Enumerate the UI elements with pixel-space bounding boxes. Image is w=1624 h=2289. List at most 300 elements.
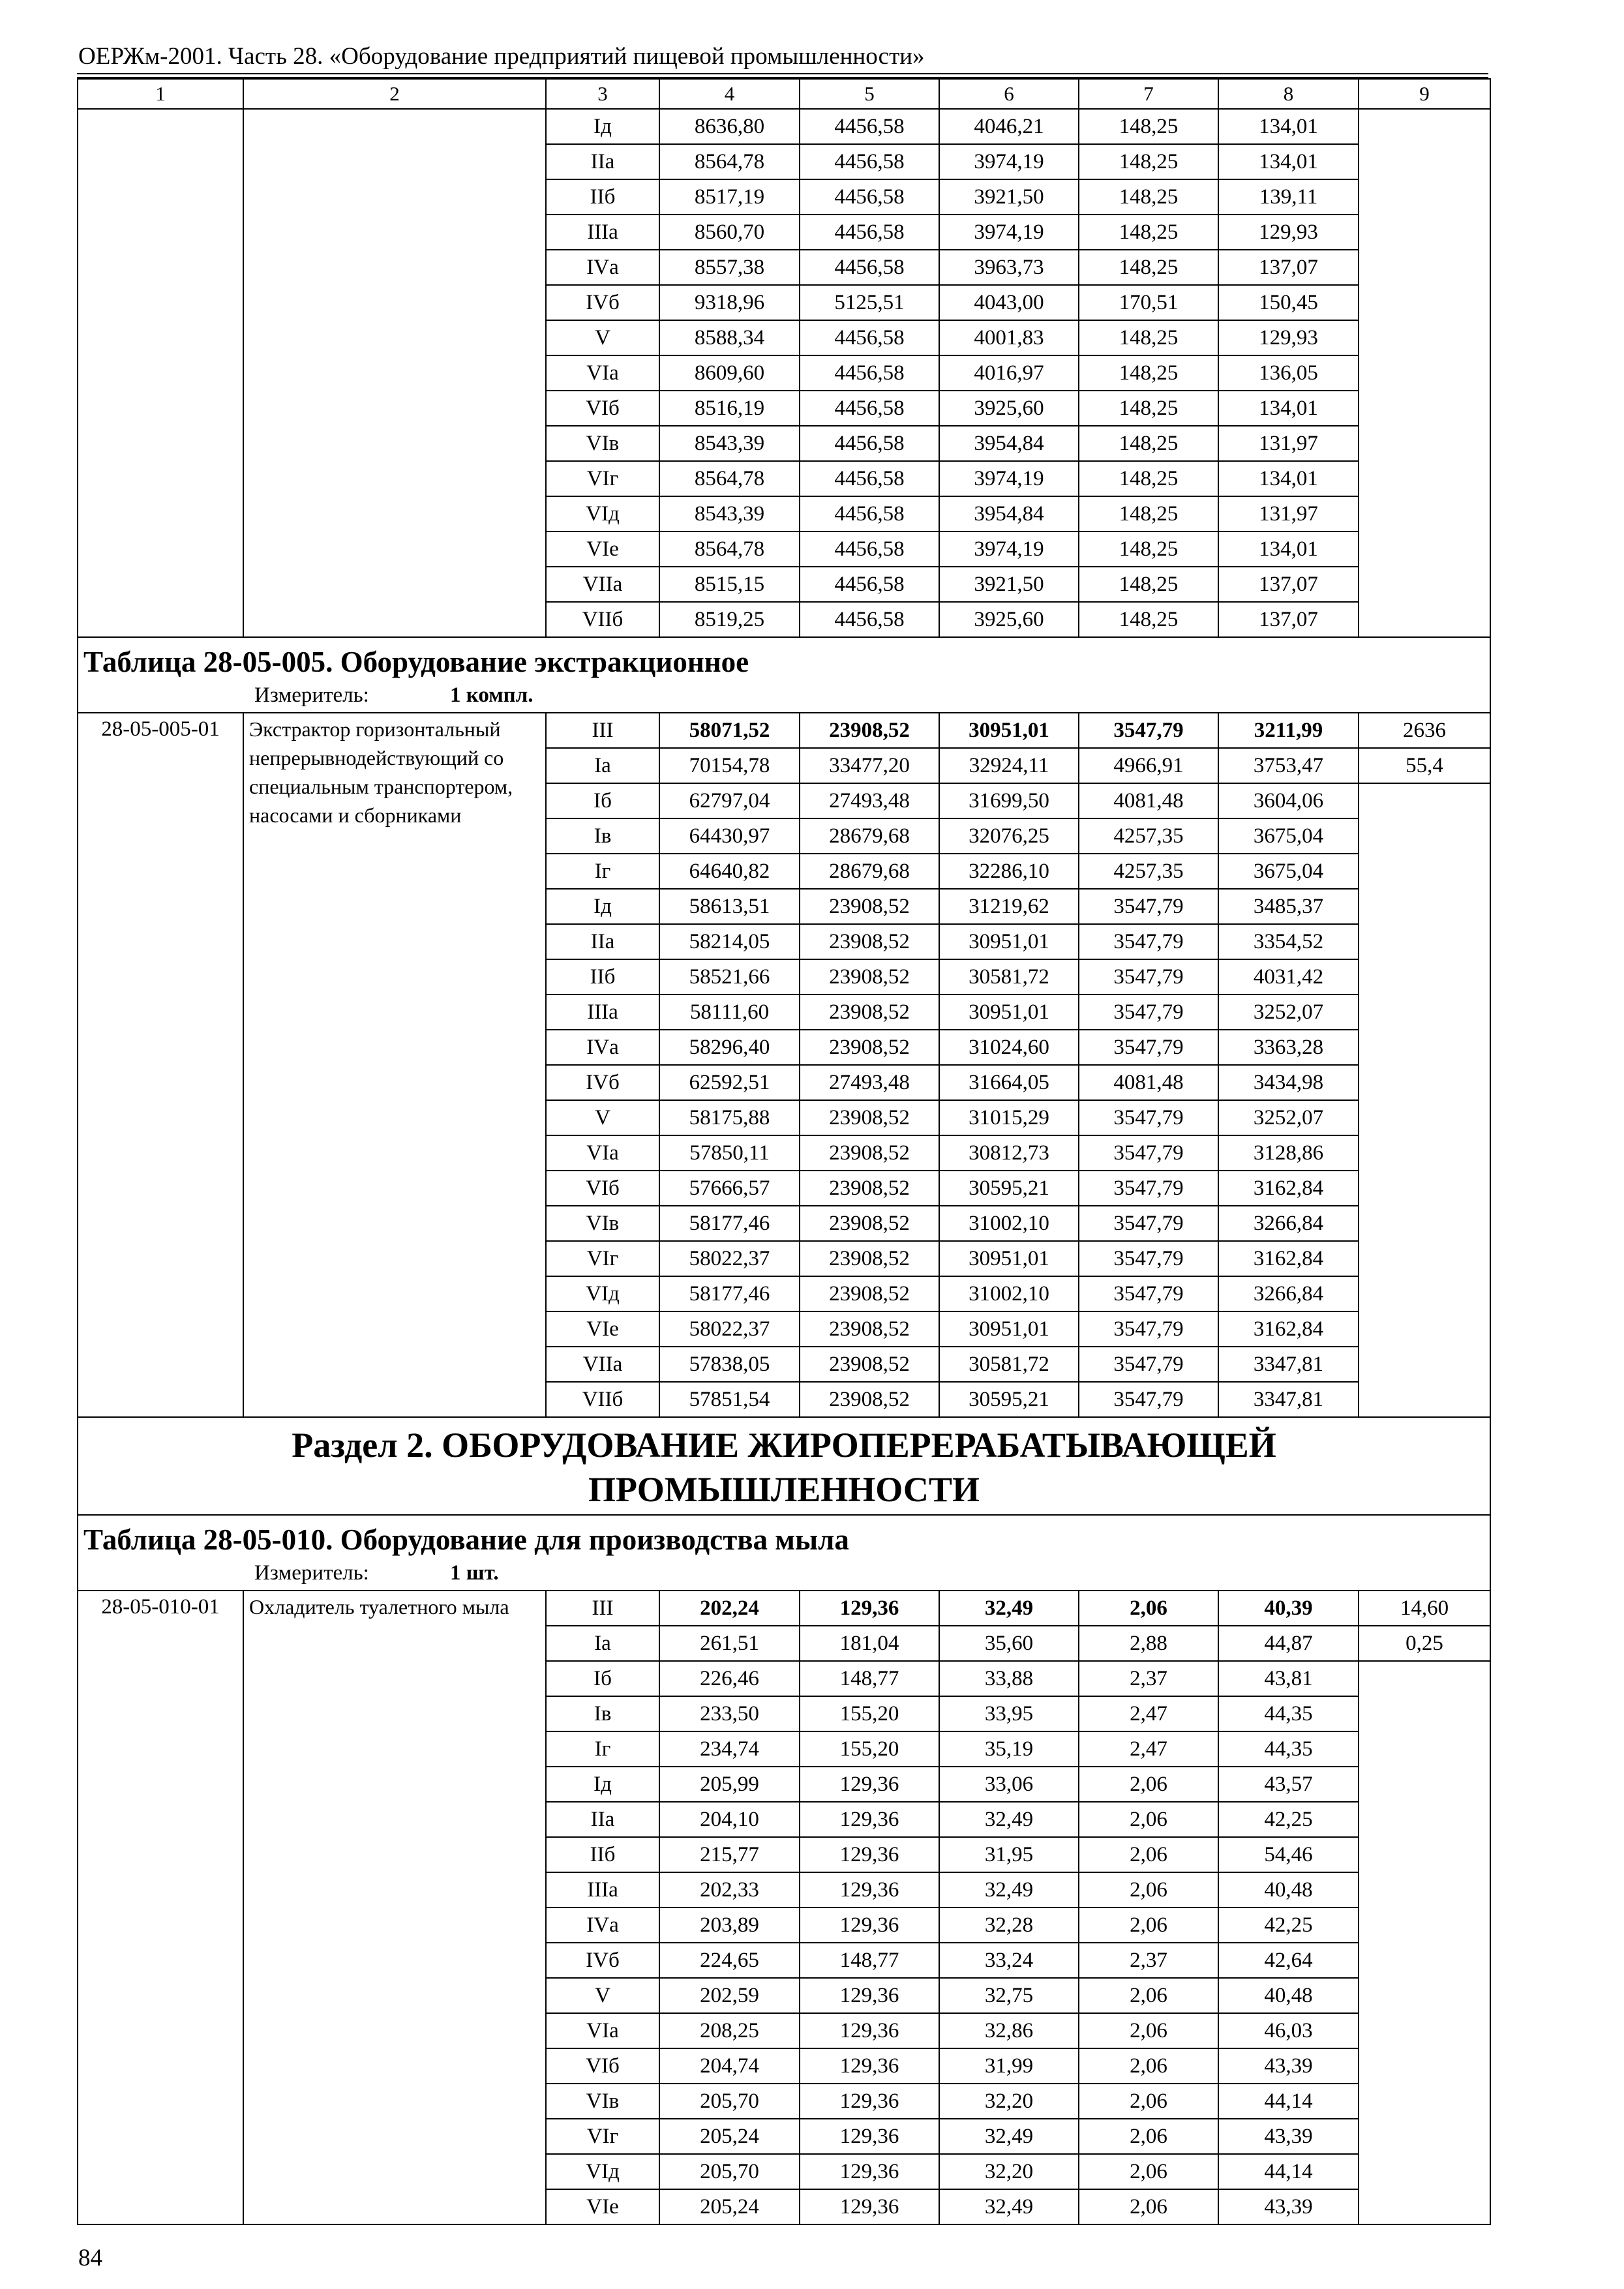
value-cell: 30812,73 [939, 1135, 1079, 1171]
zone-code: IIб [546, 959, 659, 995]
zone-code: Iд [546, 109, 659, 144]
item-name: Экстрактор горизонтальный непрерывнодействующий со специальным транспортером, насосами и сборниками [243, 713, 546, 1417]
value-cell: 8516,19 [659, 391, 800, 426]
value-cell: 62797,04 [659, 783, 800, 818]
value-cell: 148,25 [1079, 567, 1218, 602]
extra-value: 2636 [1359, 713, 1490, 748]
zone-code: Iв [546, 818, 659, 854]
value-cell: 8564,78 [659, 531, 800, 567]
value-cell: 8560,70 [659, 215, 800, 250]
value-cell: 2,06 [1079, 1767, 1218, 1802]
value-cell: 58177,46 [659, 1276, 800, 1311]
value-cell: 150,45 [1218, 285, 1359, 320]
value-cell: 3921,50 [939, 179, 1079, 215]
zone-code: III [546, 713, 659, 748]
value-cell: 4456,58 [800, 602, 939, 637]
value-cell: 28679,68 [800, 854, 939, 889]
value-cell: 27493,48 [800, 1065, 939, 1100]
value-cell: 23908,52 [800, 889, 939, 924]
zone-code: VIд [546, 1276, 659, 1311]
value-cell: 129,93 [1218, 215, 1359, 250]
value-cell: 2,06 [1079, 2048, 1218, 2084]
value-cell: 202,24 [659, 1591, 800, 1626]
column-number: 6 [939, 79, 1079, 109]
zone-code: V [546, 320, 659, 355]
value-cell: 8543,39 [659, 426, 800, 461]
value-cell: 3363,28 [1218, 1030, 1359, 1065]
value-cell: 129,36 [800, 2189, 939, 2224]
value-cell: 131,97 [1218, 496, 1359, 531]
value-cell: 148,25 [1079, 109, 1218, 144]
value-cell: 23908,52 [800, 959, 939, 995]
column-number: 9 [1359, 79, 1490, 109]
value-cell: 4046,21 [939, 109, 1079, 144]
value-cell: 31699,50 [939, 783, 1079, 818]
value-cell: 3974,19 [939, 144, 1079, 179]
value-cell: 32924,11 [939, 748, 1079, 783]
value-cell: 2,06 [1079, 1908, 1218, 1943]
value-cell: 148,25 [1079, 320, 1218, 355]
value-cell: 148,25 [1079, 426, 1218, 461]
value-cell: 62592,51 [659, 1065, 800, 1100]
zone-code: Iд [546, 1767, 659, 1802]
value-cell: 3162,84 [1218, 1311, 1359, 1347]
value-cell: 3753,47 [1218, 748, 1359, 783]
zone-code: IIб [546, 179, 659, 215]
zone-code: IIIа [546, 995, 659, 1030]
value-cell: 44,14 [1218, 2084, 1359, 2119]
zone-code: VIIб [546, 602, 659, 637]
value-cell: 4081,48 [1079, 1065, 1218, 1100]
value-cell: 2,47 [1079, 1731, 1218, 1767]
value-cell: 8564,78 [659, 144, 800, 179]
section-title: Раздел 2. ОБОРУДОВАНИЕ ЖИРОПЕРЕРАБАТЫВАЮЩЕЙ ПРОМЫШЛЕННОСТИ [78, 1417, 1490, 1515]
value-cell: 134,01 [1218, 109, 1359, 144]
value-cell: 129,36 [800, 1802, 939, 1837]
zone-code: V [546, 1978, 659, 2013]
value-cell: 129,93 [1218, 320, 1359, 355]
value-cell: 58022,37 [659, 1311, 800, 1347]
value-cell: 3547,79 [1079, 713, 1218, 748]
value-cell: 31002,10 [939, 1276, 1079, 1311]
value-cell: 134,01 [1218, 144, 1359, 179]
value-cell: 148,25 [1079, 531, 1218, 567]
value-cell: 2,37 [1079, 1661, 1218, 1696]
zone-code: Iг [546, 854, 659, 889]
value-cell: 2,06 [1079, 2189, 1218, 2224]
value-cell: 9318,96 [659, 285, 800, 320]
table-title: Таблица 28-05-010. Оборудование для производства мыла [83, 1523, 849, 1556]
column-number: 5 [800, 79, 939, 109]
value-cell: 148,25 [1079, 144, 1218, 179]
value-cell: 40,39 [1218, 1591, 1359, 1626]
value-cell: 134,01 [1218, 461, 1359, 496]
measure-label: Измеритель: [254, 1561, 369, 1585]
value-cell: 4966,91 [1079, 748, 1218, 783]
value-cell: 129,36 [800, 2048, 939, 2084]
value-cell: 129,36 [800, 2119, 939, 2154]
value-cell: 2,06 [1079, 1591, 1218, 1626]
zone-code: VIв [546, 2084, 659, 2119]
value-cell: 58111,60 [659, 995, 800, 1030]
value-cell: 148,25 [1079, 215, 1218, 250]
value-cell: 58022,37 [659, 1241, 800, 1276]
value-cell: 44,14 [1218, 2154, 1359, 2189]
value-cell: 4001,83 [939, 320, 1079, 355]
zone-code: VIе [546, 1311, 659, 1347]
value-cell: 3547,79 [1079, 889, 1218, 924]
zone-code: IIб [546, 1837, 659, 1872]
value-cell: 33477,20 [800, 748, 939, 783]
value-cell: 4456,58 [800, 461, 939, 496]
value-cell: 4456,58 [800, 496, 939, 531]
zone-code: VIг [546, 1241, 659, 1276]
zone-code: VIг [546, 461, 659, 496]
value-cell: 202,59 [659, 1978, 800, 2013]
value-cell: 148,77 [800, 1661, 939, 1696]
value-cell: 148,77 [800, 1943, 939, 1978]
value-cell: 205,24 [659, 2189, 800, 2224]
extra-value: 14,60 [1359, 1591, 1490, 1626]
value-cell: 2,06 [1079, 1837, 1218, 1872]
value-cell: 23908,52 [800, 1241, 939, 1276]
value-cell: 3547,79 [1079, 959, 1218, 995]
table-row [78, 109, 1490, 144]
zone-code: IIа [546, 144, 659, 179]
value-cell: 2,06 [1079, 2013, 1218, 2048]
zone-code: Iг [546, 1731, 659, 1767]
value-cell: 129,36 [800, 2154, 939, 2189]
value-cell: 4456,58 [800, 355, 939, 391]
value-cell: 57850,11 [659, 1135, 800, 1171]
value-cell: 134,01 [1218, 531, 1359, 567]
value-cell: 3925,60 [939, 602, 1079, 637]
value-cell: 4456,58 [800, 391, 939, 426]
value-cell: 181,04 [800, 1626, 939, 1661]
value-cell: 4456,58 [800, 567, 939, 602]
value-cell: 31664,05 [939, 1065, 1079, 1100]
value-cell: 32076,25 [939, 818, 1079, 854]
value-cell: 32286,10 [939, 854, 1079, 889]
extra-value: 0,25 [1359, 1626, 1490, 1661]
value-cell: 3547,79 [1079, 1311, 1218, 1347]
value-cell: 2,06 [1079, 1872, 1218, 1908]
value-cell: 137,07 [1218, 567, 1359, 602]
value-cell: 23908,52 [800, 1135, 939, 1171]
value-cell: 3974,19 [939, 531, 1079, 567]
value-cell: 30581,72 [939, 959, 1079, 995]
value-cell: 129,36 [800, 1872, 939, 1908]
value-cell: 4456,58 [800, 179, 939, 215]
value-cell: 33,06 [939, 1767, 1079, 1802]
zone-code: IVб [546, 285, 659, 320]
value-cell: 3128,86 [1218, 1135, 1359, 1171]
value-cell: 3921,50 [939, 567, 1079, 602]
value-cell: 40,48 [1218, 1978, 1359, 2013]
value-cell: 42,25 [1218, 1908, 1359, 1943]
zone-code: VIв [546, 426, 659, 461]
column-number: 1 [78, 79, 243, 109]
value-cell: 8564,78 [659, 461, 800, 496]
value-cell: 4016,97 [939, 355, 1079, 391]
value-cell: 31219,62 [939, 889, 1079, 924]
value-cell: 3954,84 [939, 496, 1079, 531]
value-cell: 32,20 [939, 2154, 1079, 2189]
value-cell: 2,06 [1079, 2119, 1218, 2154]
value-cell: 3266,84 [1218, 1276, 1359, 1311]
zone-code: VIа [546, 1135, 659, 1171]
value-cell: 170,51 [1079, 285, 1218, 320]
page-number: 84 [78, 2245, 102, 2271]
value-cell: 3547,79 [1079, 1171, 1218, 1206]
value-cell: 8543,39 [659, 496, 800, 531]
value-cell: 58296,40 [659, 1030, 800, 1065]
zone-code: VIе [546, 531, 659, 567]
zone-code: VIIа [546, 1347, 659, 1382]
value-cell: 3162,84 [1218, 1241, 1359, 1276]
value-cell: 23908,52 [800, 924, 939, 959]
value-cell: 2,06 [1079, 1802, 1218, 1837]
value-cell: 43,39 [1218, 2189, 1359, 2224]
value-cell: 4456,58 [800, 531, 939, 567]
header-rule [77, 73, 1488, 74]
zone-code: Iд [546, 889, 659, 924]
table-title-cell [78, 637, 1490, 713]
value-cell: 23908,52 [800, 1171, 939, 1206]
zone-code: VIб [546, 1171, 659, 1206]
value-cell: 23908,52 [800, 995, 939, 1030]
value-cell: 148,25 [1079, 250, 1218, 285]
value-cell: 3347,81 [1218, 1382, 1359, 1417]
value-cell: 8588,34 [659, 320, 800, 355]
zone-code: IIIа [546, 1872, 659, 1908]
column-number: 4 [659, 79, 800, 109]
value-cell: 58613,51 [659, 889, 800, 924]
value-cell: 32,49 [939, 2189, 1079, 2224]
value-cell: 2,47 [1079, 1696, 1218, 1731]
value-cell: 3547,79 [1079, 924, 1218, 959]
value-cell: 3547,79 [1079, 1276, 1218, 1311]
value-cell: 33,24 [939, 1943, 1079, 1978]
value-cell: 23908,52 [800, 1347, 939, 1382]
zone-code: VIг [546, 2119, 659, 2154]
value-cell: 33,95 [939, 1696, 1079, 1731]
table-body [78, 79, 1490, 2224]
value-cell: 3547,79 [1079, 995, 1218, 1030]
extra-value [1359, 1661, 1490, 2224]
value-cell: 27493,48 [800, 783, 939, 818]
zone-code: VIIб [546, 1382, 659, 1417]
value-cell: 42,64 [1218, 1943, 1359, 1978]
value-cell: 23908,52 [800, 1100, 939, 1135]
value-cell: 3974,19 [939, 215, 1079, 250]
value-cell: 4456,58 [800, 109, 939, 144]
value-cell: 8519,25 [659, 602, 800, 637]
value-cell: 2,88 [1079, 1626, 1218, 1661]
value-cell: 64430,97 [659, 818, 800, 854]
value-cell: 3485,37 [1218, 889, 1359, 924]
measure-label: Измеритель: [254, 683, 369, 707]
zone-code: Iв [546, 1696, 659, 1731]
value-cell: 57666,57 [659, 1171, 800, 1206]
value-cell: 204,10 [659, 1802, 800, 1837]
value-cell: 8557,38 [659, 250, 800, 285]
zone-code: IVа [546, 1908, 659, 1943]
table-title-cell [78, 1515, 1490, 1591]
table-row [78, 713, 1490, 748]
value-cell: 205,24 [659, 2119, 800, 2154]
value-cell: 155,20 [800, 1696, 939, 1731]
value-cell: 204,74 [659, 2048, 800, 2084]
value-cell: 57851,54 [659, 1382, 800, 1417]
zone-code: IVб [546, 1065, 659, 1100]
value-cell: 58214,05 [659, 924, 800, 959]
value-cell: 57838,05 [659, 1347, 800, 1382]
value-cell: 58177,46 [659, 1206, 800, 1241]
value-cell: 43,39 [1218, 2048, 1359, 2084]
value-cell: 226,46 [659, 1661, 800, 1696]
value-cell: 4456,58 [800, 250, 939, 285]
value-cell: 4456,58 [800, 320, 939, 355]
value-cell: 58175,88 [659, 1100, 800, 1135]
value-cell: 4043,00 [939, 285, 1079, 320]
value-cell: 4081,48 [1079, 783, 1218, 818]
zone-code: Iб [546, 1661, 659, 1696]
zone-code: VIд [546, 496, 659, 531]
value-cell: 3547,79 [1079, 1382, 1218, 1417]
value-cell: 129,36 [800, 1837, 939, 1872]
value-cell: 8517,19 [659, 179, 800, 215]
zone-code: VIа [546, 2013, 659, 2048]
value-cell: 30581,72 [939, 1347, 1079, 1382]
value-cell: 3211,99 [1218, 713, 1359, 748]
value-cell: 32,20 [939, 2084, 1079, 2119]
value-cell: 131,97 [1218, 426, 1359, 461]
zone-code: VIв [546, 1206, 659, 1241]
value-cell: 30951,01 [939, 713, 1079, 748]
zone-code: Iа [546, 748, 659, 783]
value-cell: 3547,79 [1079, 1347, 1218, 1382]
item-code [78, 109, 243, 637]
value-cell: 43,81 [1218, 1661, 1359, 1696]
value-cell: 30951,01 [939, 1311, 1079, 1347]
value-cell: 30951,01 [939, 995, 1079, 1030]
value-cell: 44,35 [1218, 1696, 1359, 1731]
extra-value: 55,4 [1359, 748, 1490, 783]
value-cell: 208,25 [659, 2013, 800, 2048]
zone-code: VIIа [546, 567, 659, 602]
value-cell: 215,77 [659, 1837, 800, 1872]
value-cell: 5125,51 [800, 285, 939, 320]
value-cell: 3604,06 [1218, 783, 1359, 818]
measure-unit: 1 компл. [450, 683, 534, 707]
value-cell: 3547,79 [1079, 1135, 1218, 1171]
running-header: ОЕРЖм-2001. Часть 28. «Оборудование предприятий пищевой промышленности» [78, 43, 925, 70]
value-cell: 205,70 [659, 2154, 800, 2189]
value-cell: 3354,52 [1218, 924, 1359, 959]
value-cell: 33,88 [939, 1661, 1079, 1696]
value-cell: 203,89 [659, 1908, 800, 1943]
value-cell: 4257,35 [1079, 854, 1218, 889]
value-cell: 4257,35 [1079, 818, 1218, 854]
value-cell: 32,28 [939, 1908, 1079, 1943]
value-cell: 40,48 [1218, 1872, 1359, 1908]
value-cell: 3434,98 [1218, 1065, 1359, 1100]
value-cell: 32,49 [939, 1591, 1079, 1626]
measure-line [83, 1559, 1490, 1587]
item-name [243, 109, 546, 637]
section-row [78, 1417, 1490, 1515]
value-cell: 137,07 [1218, 250, 1359, 285]
value-cell: 64640,82 [659, 854, 800, 889]
table-title-row [78, 637, 1490, 713]
value-cell: 4456,58 [800, 426, 939, 461]
value-cell: 233,50 [659, 1696, 800, 1731]
value-cell: 3547,79 [1079, 1206, 1218, 1241]
extra-value [1359, 783, 1490, 1417]
value-cell: 155,20 [800, 1731, 939, 1767]
value-cell: 3675,04 [1218, 818, 1359, 854]
value-cell: 23908,52 [800, 1276, 939, 1311]
zone-code: Iб [546, 783, 659, 818]
value-cell: 3954,84 [939, 426, 1079, 461]
value-cell: 8515,15 [659, 567, 800, 602]
value-cell: 31,95 [939, 1837, 1079, 1872]
value-cell: 202,33 [659, 1872, 800, 1908]
zone-code: VIд [546, 2154, 659, 2189]
value-cell: 129,36 [800, 2013, 939, 2048]
value-cell: 2,06 [1079, 1978, 1218, 2013]
value-cell: 3675,04 [1218, 854, 1359, 889]
value-cell: 31002,10 [939, 1206, 1079, 1241]
zone-code: III [546, 1591, 659, 1626]
value-cell: 35,60 [939, 1626, 1079, 1661]
value-cell: 3925,60 [939, 391, 1079, 426]
value-cell: 70154,78 [659, 748, 800, 783]
value-cell: 23908,52 [800, 713, 939, 748]
value-cell: 44,35 [1218, 1731, 1359, 1767]
value-cell: 23908,52 [800, 1382, 939, 1417]
value-cell: 30951,01 [939, 924, 1079, 959]
value-cell: 58521,66 [659, 959, 800, 995]
value-cell: 3252,07 [1218, 995, 1359, 1030]
value-cell: 30951,01 [939, 1241, 1079, 1276]
table-title: Таблица 28-05-005. Оборудование экстракционное [83, 646, 749, 678]
value-cell: 136,05 [1218, 355, 1359, 391]
value-cell: 129,36 [800, 1908, 939, 1943]
value-cell: 8636,80 [659, 109, 800, 144]
zone-code: IIIа [546, 215, 659, 250]
value-cell: 32,75 [939, 1978, 1079, 2013]
value-cell: 3963,73 [939, 250, 1079, 285]
value-cell: 148,25 [1079, 391, 1218, 426]
zone-code: Iа [546, 1626, 659, 1661]
column-number: 3 [546, 79, 659, 109]
value-cell: 44,87 [1218, 1626, 1359, 1661]
zone-code: IVа [546, 250, 659, 285]
column-number: 2 [243, 79, 546, 109]
value-cell: 134,01 [1218, 391, 1359, 426]
extra-value [1359, 109, 1490, 637]
value-cell: 129,36 [800, 1767, 939, 1802]
value-cell: 3974,19 [939, 461, 1079, 496]
value-cell: 30595,21 [939, 1171, 1079, 1206]
measure-unit: 1 шт. [450, 1561, 499, 1585]
zone-code: VIе [546, 2189, 659, 2224]
value-cell: 42,25 [1218, 1802, 1359, 1837]
value-cell: 205,70 [659, 2084, 800, 2119]
value-cell: 31,99 [939, 2048, 1079, 2084]
